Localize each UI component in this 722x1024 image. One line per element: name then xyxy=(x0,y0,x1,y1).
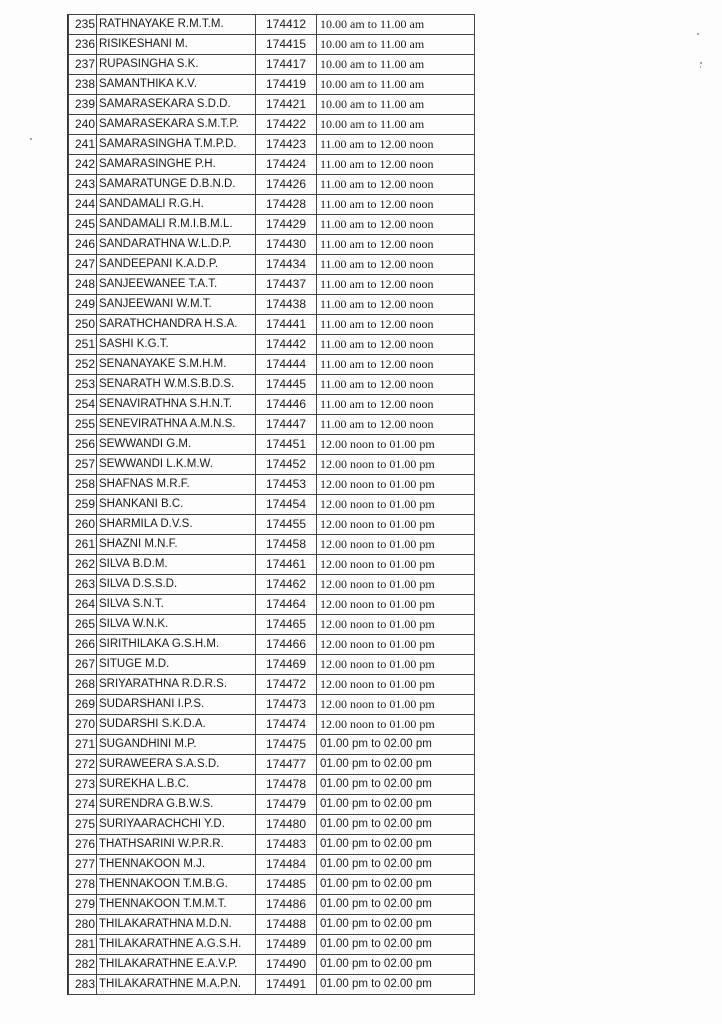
scan-speck xyxy=(700,66,701,68)
student-id: 174424 xyxy=(256,155,317,175)
row-number: 261 xyxy=(69,535,97,555)
row-number: 260 xyxy=(69,515,97,535)
table-row xyxy=(69,155,475,175)
student-name: SHARMILA D.V.S. xyxy=(97,515,256,535)
row-number: 249 xyxy=(69,295,97,315)
student-id: 174422 xyxy=(256,115,317,135)
student-id: 174423 xyxy=(256,135,317,155)
time-slot: 12.00 noon to 01.00 pm xyxy=(317,535,475,555)
time-slot: 10.00 am to 11.00 am xyxy=(317,55,475,75)
time-slot: 11.00 am to 12.00 noon xyxy=(317,275,475,295)
time-slot: 01.00 pm to 02.00 pm xyxy=(317,895,475,915)
student-name: SILVA B.D.M. xyxy=(97,555,256,575)
student-id: 174445 xyxy=(256,375,317,395)
row-number: 271 xyxy=(69,735,97,755)
student-id: 174473 xyxy=(256,695,317,715)
student-id: 174489 xyxy=(256,935,317,955)
row-number: 246 xyxy=(69,235,97,255)
table-row xyxy=(69,95,475,115)
time-slot: 12.00 noon to 01.00 pm xyxy=(317,435,475,455)
table-row xyxy=(69,855,475,875)
row-number: 251 xyxy=(69,335,97,355)
row-number: 265 xyxy=(69,615,97,635)
table-row xyxy=(69,775,475,795)
table-row xyxy=(69,435,475,455)
table-row xyxy=(69,555,475,575)
time-slot: 01.00 pm to 02.00 pm xyxy=(317,855,475,875)
row-number: 258 xyxy=(69,475,97,495)
student-name: THENNAKOON M.J. xyxy=(97,855,256,875)
row-number: 250 xyxy=(69,315,97,335)
table-row xyxy=(69,715,475,735)
row-number: 270 xyxy=(69,715,97,735)
student-id: 174452 xyxy=(256,455,317,475)
time-slot: 11.00 am to 12.00 noon xyxy=(317,415,475,435)
row-number: 275 xyxy=(69,815,97,835)
student-name: SUREKHA L.B.C. xyxy=(97,775,256,795)
schedule-table-body xyxy=(69,15,475,995)
student-id: 174412 xyxy=(256,15,317,35)
student-name: SASHI K.G.T. xyxy=(97,335,256,355)
time-slot: 01.00 pm to 02.00 pm xyxy=(317,815,475,835)
table-row xyxy=(69,955,475,975)
schedule-table xyxy=(68,14,475,995)
student-name: THILAKARATHNE M.A.P.N. xyxy=(97,975,256,995)
time-slot: 10.00 am to 11.00 am xyxy=(317,75,475,95)
table-row xyxy=(69,55,475,75)
row-number: 241 xyxy=(69,135,97,155)
row-number: 254 xyxy=(69,395,97,415)
student-id: 174483 xyxy=(256,835,317,855)
student-name: SUDARSHI S.K.D.A. xyxy=(97,715,256,735)
student-id: 174491 xyxy=(256,975,317,995)
row-number: 238 xyxy=(69,75,97,95)
time-slot: 12.00 noon to 01.00 pm xyxy=(317,655,475,675)
time-slot: 12.00 noon to 01.00 pm xyxy=(317,695,475,715)
table-row xyxy=(69,695,475,715)
table-row xyxy=(69,455,475,475)
student-id: 174447 xyxy=(256,415,317,435)
student-id: 174415 xyxy=(256,35,317,55)
table-row xyxy=(69,615,475,635)
table-row xyxy=(69,755,475,775)
table-row xyxy=(69,135,475,155)
table-row xyxy=(69,15,475,35)
time-slot: 01.00 pm to 02.00 pm xyxy=(317,735,475,755)
student-name: SAMANTHIKA K.V. xyxy=(97,75,256,95)
time-slot: 01.00 pm to 02.00 pm xyxy=(317,975,475,995)
student-id: 174480 xyxy=(256,815,317,835)
row-number: 235 xyxy=(69,15,97,35)
table-row xyxy=(69,315,475,335)
row-number: 282 xyxy=(69,955,97,975)
row-number: 267 xyxy=(69,655,97,675)
student-name: SURIYAARACHCHI Y.D. xyxy=(97,815,256,835)
student-id: 174446 xyxy=(256,395,317,415)
student-name: THILAKARATHNA M.D.N. xyxy=(97,915,256,935)
student-name: SEWWANDI L.K.M.W. xyxy=(97,455,256,475)
student-id: 174419 xyxy=(256,75,317,95)
student-name: SILVA S.N.T. xyxy=(97,595,256,615)
student-name: SENEVIRATHNA A.M.N.S. xyxy=(97,415,256,435)
student-id: 174464 xyxy=(256,595,317,615)
student-name: SANJEEWANI W.M.T. xyxy=(97,295,256,315)
student-name: SITUGE M.D. xyxy=(97,655,256,675)
student-id: 174417 xyxy=(256,55,317,75)
table-row xyxy=(69,175,475,195)
student-name: SAMARASINGHE P.H. xyxy=(97,155,256,175)
table-row xyxy=(69,735,475,755)
table-row xyxy=(69,335,475,355)
student-id: 174426 xyxy=(256,175,317,195)
table-row xyxy=(69,535,475,555)
time-slot: 11.00 am to 12.00 noon xyxy=(317,235,475,255)
row-number: 248 xyxy=(69,275,97,295)
time-slot: 10.00 am to 11.00 am xyxy=(317,95,475,115)
table-row xyxy=(69,795,475,815)
time-slot: 01.00 pm to 02.00 pm xyxy=(317,915,475,935)
student-id: 174462 xyxy=(256,575,317,595)
student-id: 174455 xyxy=(256,515,317,535)
time-slot: 12.00 noon to 01.00 pm xyxy=(317,635,475,655)
row-number: 272 xyxy=(69,755,97,775)
time-slot: 01.00 pm to 02.00 pm xyxy=(317,775,475,795)
time-slot: 01.00 pm to 02.00 pm xyxy=(317,875,475,895)
time-slot: 11.00 am to 12.00 noon xyxy=(317,355,475,375)
student-id: 174474 xyxy=(256,715,317,735)
time-slot: 12.00 noon to 01.00 pm xyxy=(317,455,475,475)
row-number: 273 xyxy=(69,775,97,795)
row-number: 239 xyxy=(69,95,97,115)
row-number: 264 xyxy=(69,595,97,615)
row-number: 253 xyxy=(69,375,97,395)
table-row xyxy=(69,915,475,935)
table-row xyxy=(69,115,475,135)
time-slot: 11.00 am to 12.00 noon xyxy=(317,255,475,275)
student-id: 174451 xyxy=(256,435,317,455)
table-row xyxy=(69,235,475,255)
time-slot: 11.00 am to 12.00 noon xyxy=(317,375,475,395)
student-id: 174484 xyxy=(256,855,317,875)
time-slot: 11.00 am to 12.00 noon xyxy=(317,215,475,235)
row-number: 257 xyxy=(69,455,97,475)
table-row xyxy=(69,935,475,955)
time-slot: 11.00 am to 12.00 noon xyxy=(317,155,475,175)
table-row xyxy=(69,415,475,435)
student-id: 174430 xyxy=(256,235,317,255)
student-id: 174421 xyxy=(256,95,317,115)
student-name: SAMARASEKARA S.M.T.P. xyxy=(97,115,256,135)
schedule-table-wrapper xyxy=(67,14,475,995)
row-number: 240 xyxy=(69,115,97,135)
table-row xyxy=(69,575,475,595)
row-number: 256 xyxy=(69,435,97,455)
time-slot: 11.00 am to 12.00 noon xyxy=(317,175,475,195)
row-number: 243 xyxy=(69,175,97,195)
student-name: SANDARATHNA W.L.D.P. xyxy=(97,235,256,255)
time-slot: 11.00 am to 12.00 noon xyxy=(317,335,475,355)
student-id: 174479 xyxy=(256,795,317,815)
student-id: 174486 xyxy=(256,895,317,915)
table-row xyxy=(69,275,475,295)
time-slot: 01.00 pm to 02.00 pm xyxy=(317,955,475,975)
time-slot: 01.00 pm to 02.00 pm xyxy=(317,755,475,775)
time-slot: 10.00 am to 11.00 am xyxy=(317,35,475,55)
time-slot: 11.00 am to 12.00 noon xyxy=(317,135,475,155)
row-number: 262 xyxy=(69,555,97,575)
row-number: 266 xyxy=(69,635,97,655)
table-row xyxy=(69,495,475,515)
row-number: 244 xyxy=(69,195,97,215)
student-name: SURAWEERA S.A.S.D. xyxy=(97,755,256,775)
time-slot: 11.00 am to 12.00 noon xyxy=(317,195,475,215)
student-name: SANJEEWANEE T.A.T. xyxy=(97,275,256,295)
student-name: RATHNAYAKE R.M.T.M. xyxy=(97,15,256,35)
table-row xyxy=(69,75,475,95)
student-name: SAMARASEKARA S.D.D. xyxy=(97,95,256,115)
student-id: 174485 xyxy=(256,875,317,895)
row-number: 268 xyxy=(69,675,97,695)
time-slot: 12.00 noon to 01.00 pm xyxy=(317,575,475,595)
time-slot: 12.00 noon to 01.00 pm xyxy=(317,675,475,695)
student-name: SANDAMALI R.M.I.B.M.L. xyxy=(97,215,256,235)
student-id: 174490 xyxy=(256,955,317,975)
table-row xyxy=(69,635,475,655)
student-name: THILAKARATHNE E.A.V.P. xyxy=(97,955,256,975)
time-slot: 12.00 noon to 01.00 pm xyxy=(317,515,475,535)
student-id: 174442 xyxy=(256,335,317,355)
student-name: SUDARSHANI I.P.S. xyxy=(97,695,256,715)
table-row xyxy=(69,835,475,855)
table-row xyxy=(69,215,475,235)
table-row xyxy=(69,395,475,415)
row-number: 280 xyxy=(69,915,97,935)
student-name: SHANKANI B.C. xyxy=(97,495,256,515)
student-name: SANDAMALI R.G.H. xyxy=(97,195,256,215)
time-slot: 10.00 am to 11.00 am xyxy=(317,115,475,135)
table-row xyxy=(69,515,475,535)
student-name: THENNAKOON T.M.B.G. xyxy=(97,875,256,895)
table-row xyxy=(69,255,475,275)
table-row xyxy=(69,475,475,495)
student-name: SRIYARATHNA R.D.R.S. xyxy=(97,675,256,695)
student-name: SEWWANDI G.M. xyxy=(97,435,256,455)
row-number: 245 xyxy=(69,215,97,235)
time-slot: 11.00 am to 12.00 noon xyxy=(317,315,475,335)
table-row xyxy=(69,875,475,895)
student-id: 174434 xyxy=(256,255,317,275)
scan-speck xyxy=(700,62,702,64)
student-id: 174465 xyxy=(256,615,317,635)
table-row xyxy=(69,675,475,695)
row-number: 242 xyxy=(69,155,97,175)
student-name: SENAVIRATHNA S.H.N.T. xyxy=(97,395,256,415)
student-name: THENNAKOON T.M.M.T. xyxy=(97,895,256,915)
student-name: SAMARASINGHA T.M.P.D. xyxy=(97,135,256,155)
time-slot: 01.00 pm to 02.00 pm xyxy=(317,935,475,955)
student-id: 174438 xyxy=(256,295,317,315)
time-slot: 12.00 noon to 01.00 pm xyxy=(317,595,475,615)
table-row xyxy=(69,895,475,915)
row-number: 269 xyxy=(69,695,97,715)
student-name: SARATHCHANDRA H.S.A. xyxy=(97,315,256,335)
time-slot: 10.00 am to 11.00 am xyxy=(317,15,475,35)
row-number: 255 xyxy=(69,415,97,435)
student-id: 174472 xyxy=(256,675,317,695)
table-row xyxy=(69,35,475,55)
table-row xyxy=(69,375,475,395)
student-name: SURENDRA G.B.W.S. xyxy=(97,795,256,815)
student-id: 174488 xyxy=(256,915,317,935)
row-number: 283 xyxy=(69,975,97,995)
student-name: SILVA W.N.K. xyxy=(97,615,256,635)
table-row xyxy=(69,975,475,995)
student-name: SAMARATUNGE D.B.N.D. xyxy=(97,175,256,195)
row-number: 237 xyxy=(69,55,97,75)
student-name: SENANAYAKE S.M.H.M. xyxy=(97,355,256,375)
table-row xyxy=(69,815,475,835)
row-number: 259 xyxy=(69,495,97,515)
student-name: SHAZNI M.N.F. xyxy=(97,535,256,555)
row-number: 247 xyxy=(69,255,97,275)
time-slot: 12.00 noon to 01.00 pm xyxy=(317,615,475,635)
time-slot: 12.00 noon to 01.00 pm xyxy=(317,715,475,735)
student-name: THILAKARATHNE A.G.S.H. xyxy=(97,935,256,955)
student-id: 174453 xyxy=(256,475,317,495)
student-id: 174429 xyxy=(256,215,317,235)
student-name: SUGANDHINI M.P. xyxy=(97,735,256,755)
student-name: RISIKESHANI M. xyxy=(97,35,256,55)
table-row xyxy=(69,655,475,675)
student-name: SANDEEPANI K.A.D.P. xyxy=(97,255,256,275)
row-number: 236 xyxy=(69,35,97,55)
row-number: 278 xyxy=(69,875,97,895)
student-name: SIRITHILAKA G.S.H.M. xyxy=(97,635,256,655)
row-number: 252 xyxy=(69,355,97,375)
time-slot: 12.00 noon to 01.00 pm xyxy=(317,495,475,515)
student-id: 174469 xyxy=(256,655,317,675)
scan-speck xyxy=(697,33,699,35)
student-name: THATHSARINI W.P.R.R. xyxy=(97,835,256,855)
student-id: 174437 xyxy=(256,275,317,295)
student-id: 174461 xyxy=(256,555,317,575)
student-name: RUPASINGHA S.K. xyxy=(97,55,256,75)
row-number: 274 xyxy=(69,795,97,815)
time-slot: 01.00 pm to 02.00 pm xyxy=(317,795,475,815)
student-name: SENARATH W.M.S.B.D.S. xyxy=(97,375,256,395)
row-number: 276 xyxy=(69,835,97,855)
table-row xyxy=(69,595,475,615)
table-row xyxy=(69,195,475,215)
time-slot: 12.00 noon to 01.00 pm xyxy=(317,555,475,575)
time-slot: 12.00 noon to 01.00 pm xyxy=(317,475,475,495)
time-slot: 11.00 am to 12.00 noon xyxy=(317,295,475,315)
student-id: 174428 xyxy=(256,195,317,215)
row-number: 279 xyxy=(69,895,97,915)
scan-speck xyxy=(30,138,32,140)
student-id: 174466 xyxy=(256,635,317,655)
student-id: 174477 xyxy=(256,755,317,775)
time-slot: 01.00 pm to 02.00 pm xyxy=(317,835,475,855)
row-number: 263 xyxy=(69,575,97,595)
table-row xyxy=(69,295,475,315)
row-number: 281 xyxy=(69,935,97,955)
student-id: 174454 xyxy=(256,495,317,515)
student-id: 174444 xyxy=(256,355,317,375)
student-id: 174475 xyxy=(256,735,317,755)
student-id: 174478 xyxy=(256,775,317,795)
table-row xyxy=(69,355,475,375)
student-name: SHAFNAS M.R.F. xyxy=(97,475,256,495)
time-slot: 11.00 am to 12.00 noon xyxy=(317,395,475,415)
row-number: 277 xyxy=(69,855,97,875)
student-id: 174458 xyxy=(256,535,317,555)
student-id: 174441 xyxy=(256,315,317,335)
student-name: SILVA D.S.S.D. xyxy=(97,575,256,595)
